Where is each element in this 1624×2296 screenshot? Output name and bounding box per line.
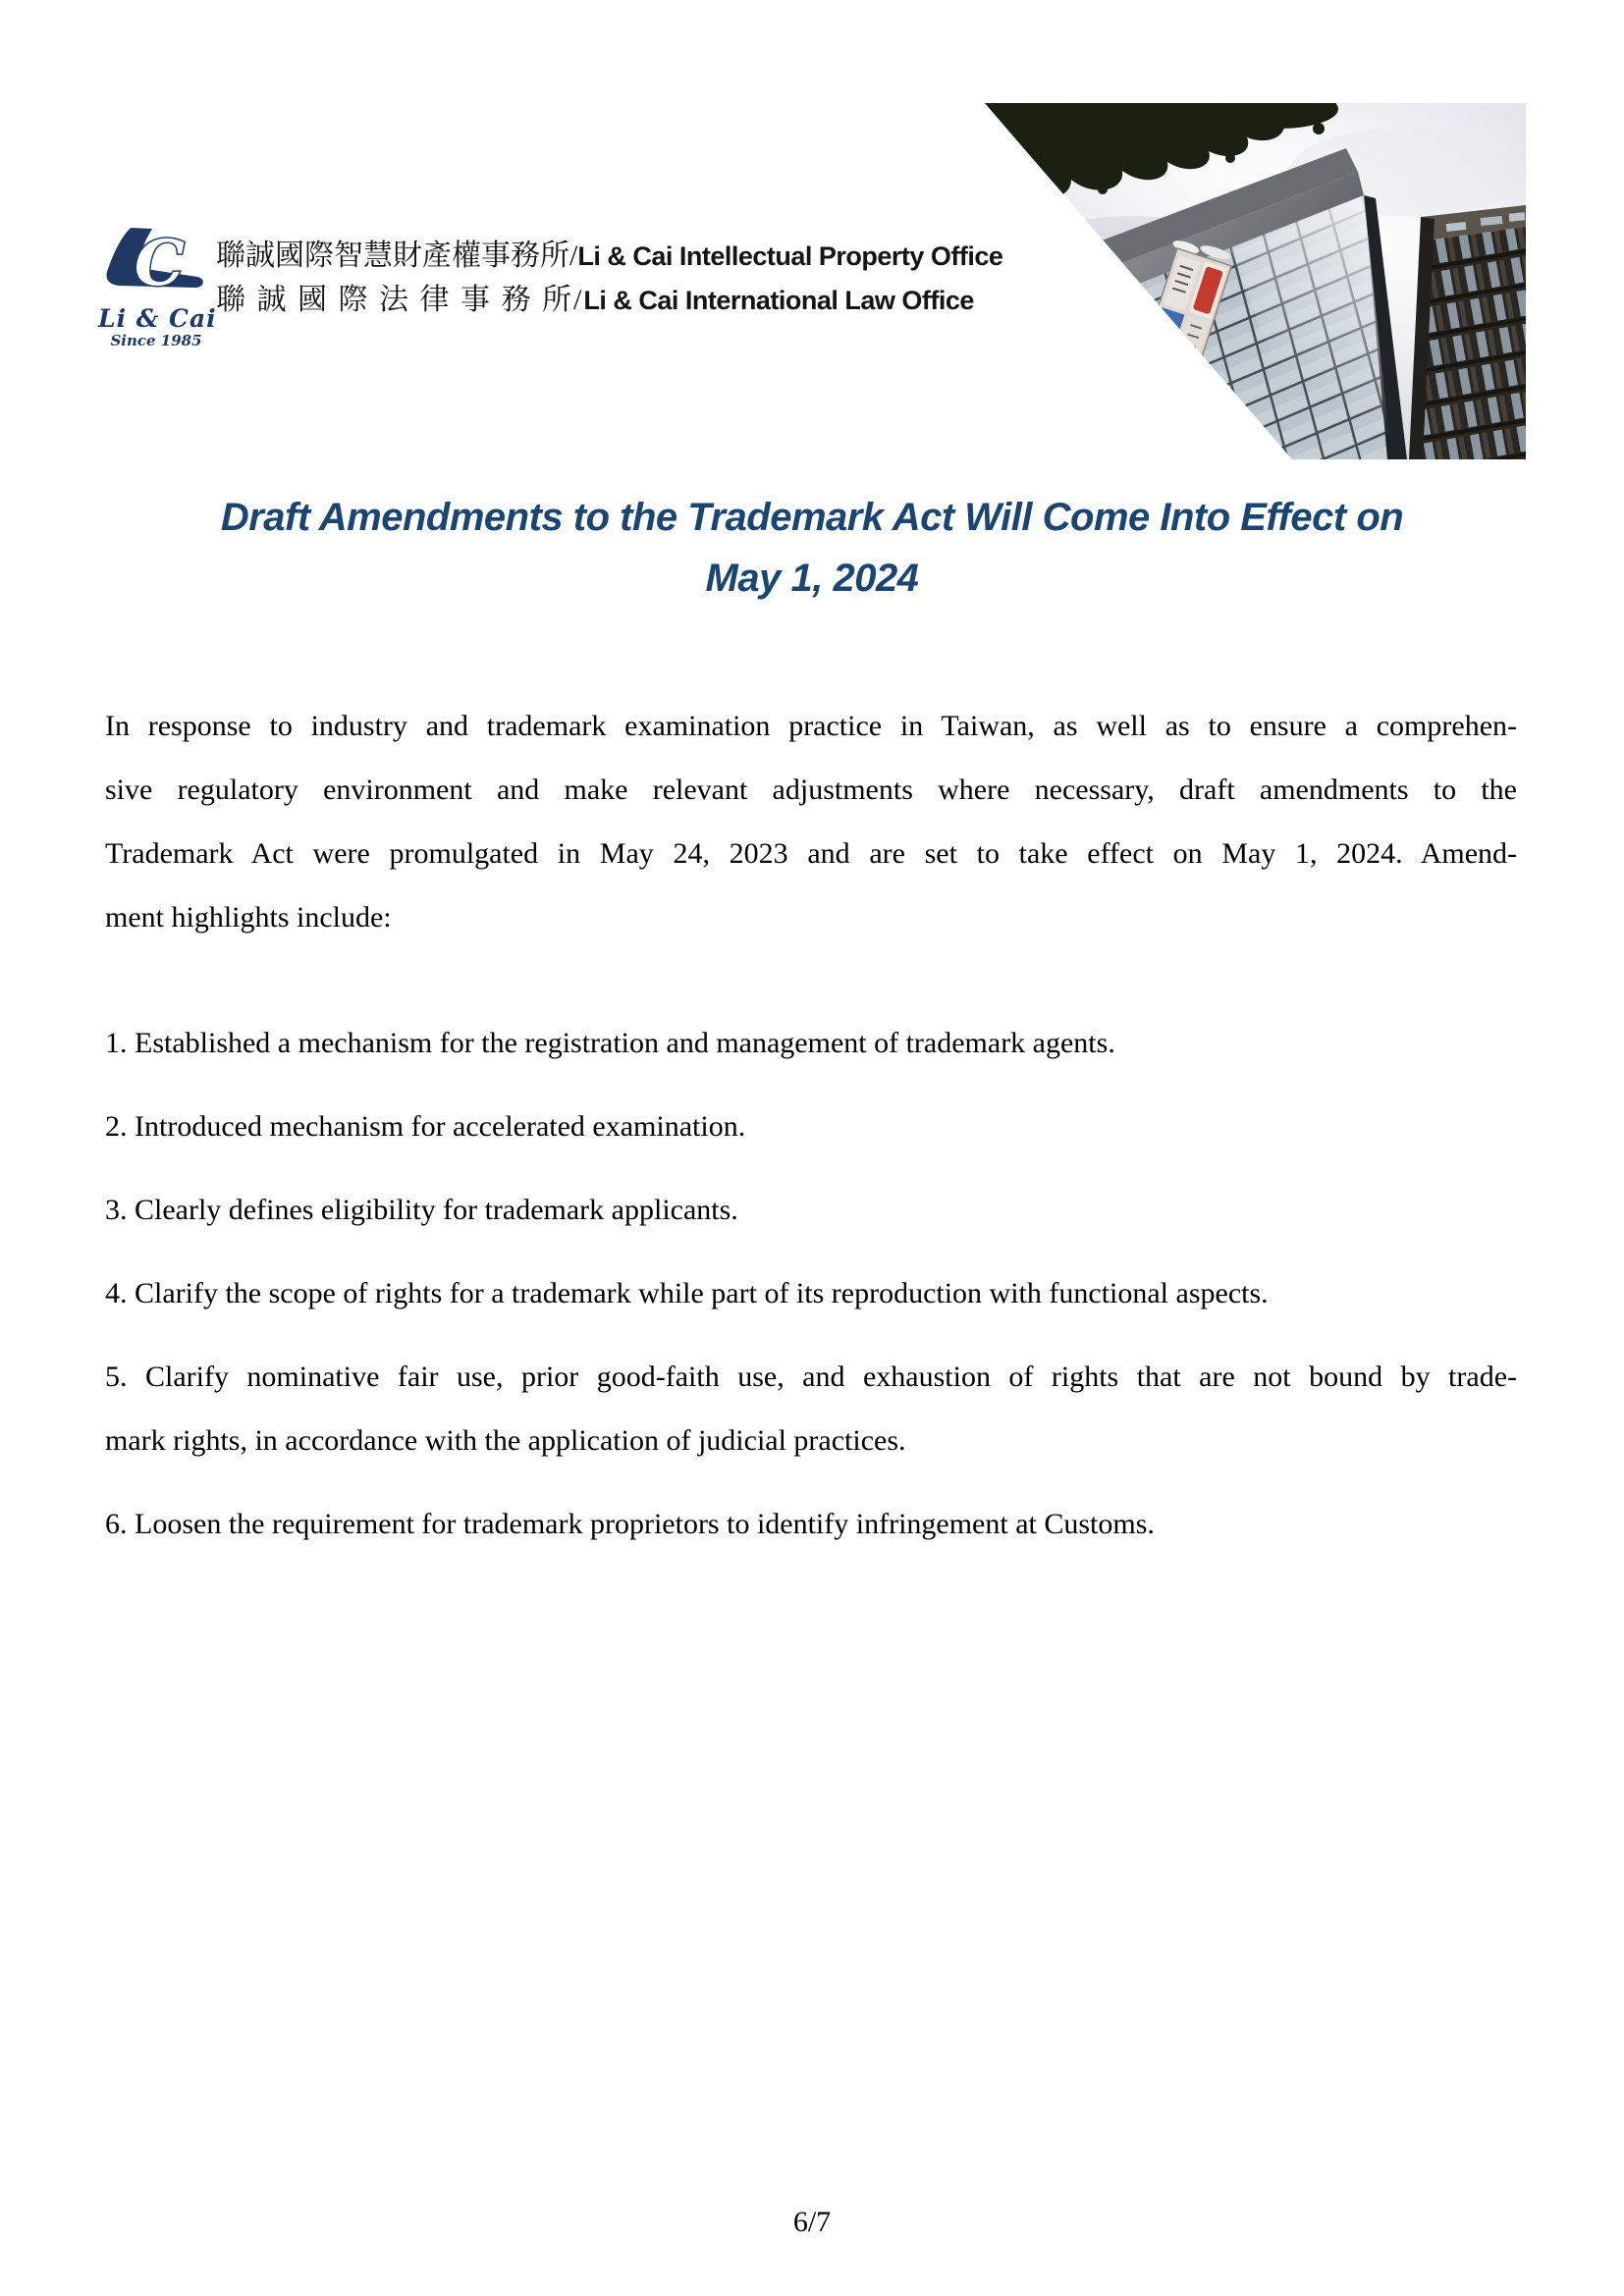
list-item	[105, 1095, 1517, 1158]
list-item	[105, 1345, 1517, 1472]
list-item	[105, 1011, 1517, 1075]
brand-logo	[98, 224, 217, 349]
article-title-line-1: Draft Amendments to the Trademark Act Will Come Into Effect on	[220, 496, 1404, 539]
list-item	[105, 1492, 1517, 1556]
firm-name-1-chinese: 聯誠國際智慧財產權事務所/	[216, 240, 578, 272]
page-number: 6/7	[792, 2206, 832, 2238]
office-buildings-illustration	[985, 103, 1526, 459]
firm-name-2-english: Li & Cai International Law Office	[583, 286, 974, 315]
intro-paragraph	[105, 694, 1517, 949]
firm-name-line-2	[216, 278, 1002, 322]
list-item-line: mark rights, in accordance with the application of judicial practices.	[105, 1424, 906, 1457]
dark-tower	[1409, 205, 1526, 459]
list-item-line: 4. Clarify the scope of rights for a trademark while part of its reproduction with functional aspects.	[105, 1277, 1269, 1309]
article-title-line-2: May 1, 2024	[705, 557, 919, 600]
monogram-c-glyph: C	[135, 227, 185, 300]
paragraph-line: ment highlights include:	[105, 901, 392, 934]
firm-name-1-english: Li & Cai Intellectual Property Office	[577, 241, 1003, 271]
list-item-line: 5. Clarify nominative fair use, prior good-faith use, and exhaustion of rights that are not bound by trade-	[105, 1361, 1517, 1393]
logo-wordmark: Li & Cai	[98, 304, 217, 333]
list-item	[105, 1178, 1517, 1242]
list-item-line: 1. Established a mechanism for the registration and management of trademark agents.	[105, 1027, 1115, 1059]
lc-monogram-icon	[101, 224, 211, 306]
list-item-line: 6. Loosen the requirement for trademark proprietors to identify infringement at Customs.	[105, 1508, 1155, 1540]
logo-since-label: Since 1985	[110, 332, 202, 349]
paragraph-line: sive regulatory environment and make relevant adjustments where necessary, draft amendments to the	[105, 774, 1517, 806]
list-item	[105, 1261, 1517, 1325]
firm-names	[216, 234, 1002, 322]
paragraph-line: In response to industry and trademark examination practice in Taiwan, as well as to ensure a comprehen-	[105, 710, 1517, 742]
firm-name-2-chinese: 聯 誠 國 際 法 律 事 務 所/	[216, 284, 584, 316]
firm-name-line-1	[216, 234, 1002, 278]
list-item-line: 2. Introduced mechanism for accelerated examination.	[105, 1110, 746, 1143]
paragraph-line: Trademark Act were promulgated in May 24, 2023 and are set to take effect on May 1, 2024. Amend-	[105, 837, 1517, 870]
article-title	[79, 487, 1545, 609]
highlights-list	[105, 1011, 1517, 1575]
office-buildings-photo	[985, 103, 1526, 459]
list-item-line: 3. Clearly defines eligibility for trademark applicants.	[105, 1194, 738, 1226]
